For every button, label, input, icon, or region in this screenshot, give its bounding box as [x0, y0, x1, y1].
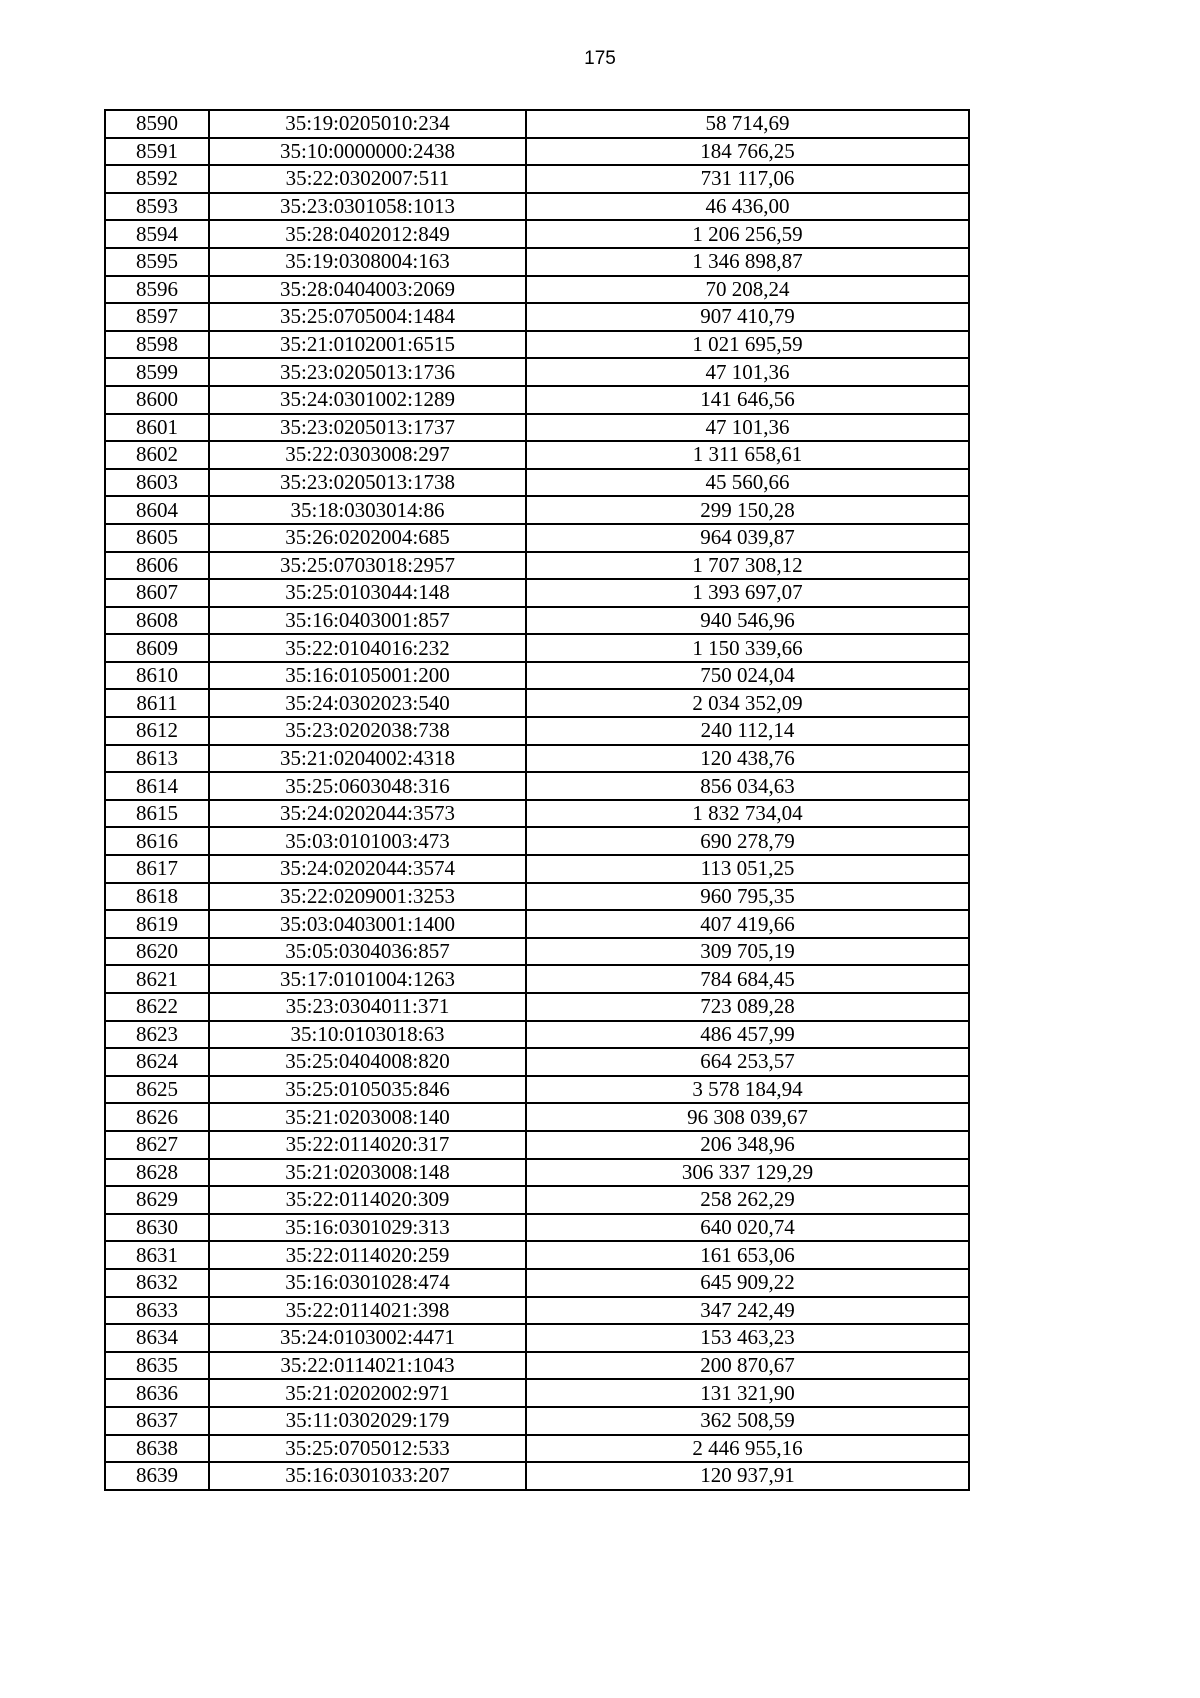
table-row — [105, 827, 969, 855]
row-number-cell: 8602 — [105, 441, 209, 469]
row-number-cell: 8613 — [105, 745, 209, 773]
cadastral-number-cell: 35:28:0404003:2069 — [209, 276, 526, 304]
cadastral-value-cell: 407 419,66 — [526, 910, 969, 938]
cadastral-value-cell: 46 436,00 — [526, 193, 969, 221]
page-number: 175 — [584, 48, 616, 69]
table-row — [105, 524, 969, 552]
table-row — [105, 496, 969, 524]
cadastral-number-cell: 35:25:0703018:2957 — [209, 552, 526, 580]
cadastral-number-cell: 35:21:0204002:4318 — [209, 745, 526, 773]
row-number-cell: 8638 — [105, 1435, 209, 1463]
row-number-cell: 8629 — [105, 1186, 209, 1214]
cadastral-number-cell: 35:22:0303008:297 — [209, 441, 526, 469]
cadastral-value-cell: 940 546,96 — [526, 607, 969, 635]
cadastral-value-cell: 486 457,99 — [526, 1021, 969, 1049]
cadastral-number-cell: 35:28:0402012:849 — [209, 220, 526, 248]
cadastral-number-cell: 35:23:0205013:1736 — [209, 358, 526, 386]
row-number-cell: 8634 — [105, 1324, 209, 1352]
table-row — [105, 1159, 969, 1187]
table-row — [105, 910, 969, 938]
cadastral-value-cell: 1 393 697,07 — [526, 579, 969, 607]
row-number-cell: 8609 — [105, 634, 209, 662]
table-row — [105, 579, 969, 607]
table-row — [105, 800, 969, 828]
table-row — [105, 331, 969, 359]
row-number-cell: 8622 — [105, 993, 209, 1021]
table-row — [105, 745, 969, 773]
cadastral-value-cell: 1 150 339,66 — [526, 634, 969, 662]
cadastral-number-cell: 35:18:0303014:86 — [209, 496, 526, 524]
cadastral-value-cell: 640 020,74 — [526, 1214, 969, 1242]
table-row — [105, 1131, 969, 1159]
cadastral-number-cell: 35:26:0202004:685 — [209, 524, 526, 552]
row-number-cell: 8625 — [105, 1076, 209, 1104]
row-number-cell: 8630 — [105, 1214, 209, 1242]
table-row — [105, 689, 969, 717]
row-number-cell: 8623 — [105, 1021, 209, 1049]
table-row — [105, 303, 969, 331]
cadastral-value-cell: 664 253,57 — [526, 1048, 969, 1076]
cadastral-number-cell: 35:25:0105035:846 — [209, 1076, 526, 1104]
cadastral-number-cell: 35:23:0205013:1737 — [209, 414, 526, 442]
table-row — [105, 938, 969, 966]
cadastral-value-cell: 47 101,36 — [526, 358, 969, 386]
row-number-cell: 8624 — [105, 1048, 209, 1076]
cadastral-value-cell: 1 206 256,59 — [526, 220, 969, 248]
cadastral-value-cell: 131 321,90 — [526, 1379, 969, 1407]
row-number-cell: 8635 — [105, 1352, 209, 1380]
cadastral-value-cell: 362 508,59 — [526, 1407, 969, 1435]
cadastral-number-cell: 35:22:0114020:317 — [209, 1131, 526, 1159]
table-row — [105, 358, 969, 386]
cadastral-value-cell: 184 766,25 — [526, 138, 969, 166]
table-row — [105, 1269, 969, 1297]
cadastral-value-cell: 206 348,96 — [526, 1131, 969, 1159]
cadastral-number-cell: 35:21:0203008:148 — [209, 1159, 526, 1187]
cadastral-value-cell: 750 024,04 — [526, 662, 969, 690]
row-number-cell: 8608 — [105, 607, 209, 635]
cadastral-value-cell: 45 560,66 — [526, 469, 969, 497]
cadastral-number-cell: 35:11:0302029:179 — [209, 1407, 526, 1435]
cadastral-value-cell: 309 705,19 — [526, 938, 969, 966]
table-row — [105, 855, 969, 883]
cadastral-value-cell: 258 262,29 — [526, 1186, 969, 1214]
row-number-cell: 8627 — [105, 1131, 209, 1159]
table-row — [105, 276, 969, 304]
table-row — [105, 441, 969, 469]
cadastral-number-cell: 35:23:0304011:371 — [209, 993, 526, 1021]
table-row — [105, 965, 969, 993]
row-number-cell: 8598 — [105, 331, 209, 359]
cadastral-value-cell: 200 870,67 — [526, 1352, 969, 1380]
cadastral-value-cell: 58 714,69 — [526, 110, 969, 138]
cadastral-number-cell: 35:22:0114020:259 — [209, 1241, 526, 1269]
table-row — [105, 1048, 969, 1076]
cadastral-number-cell: 35:16:0105001:200 — [209, 662, 526, 690]
row-number-cell: 8600 — [105, 386, 209, 414]
table-row — [105, 1076, 969, 1104]
row-number-cell: 8631 — [105, 1241, 209, 1269]
cadastral-number-cell: 35:25:0404008:820 — [209, 1048, 526, 1076]
table-row — [105, 220, 969, 248]
row-number-cell: 8616 — [105, 827, 209, 855]
table-row — [105, 1186, 969, 1214]
table-row — [105, 1214, 969, 1242]
cadastral-number-cell: 35:24:0301002:1289 — [209, 386, 526, 414]
cadastral-value-cell: 645 909,22 — [526, 1269, 969, 1297]
row-number-cell: 8592 — [105, 165, 209, 193]
cadastral-value-cell: 1 311 658,61 — [526, 441, 969, 469]
table-row — [105, 993, 969, 1021]
cadastral-number-cell: 35:22:0114021:398 — [209, 1297, 526, 1325]
cadastral-value-table — [104, 109, 970, 1491]
row-number-cell: 8620 — [105, 938, 209, 966]
cadastral-number-cell: 35:23:0301058:1013 — [209, 193, 526, 221]
row-number-cell: 8596 — [105, 276, 209, 304]
cadastral-value-cell: 1 021 695,59 — [526, 331, 969, 359]
cadastral-value-cell: 731 117,06 — [526, 165, 969, 193]
table-row — [105, 1379, 969, 1407]
row-number-cell: 8633 — [105, 1297, 209, 1325]
row-number-cell: 8603 — [105, 469, 209, 497]
cadastral-number-cell: 35:03:0101003:473 — [209, 827, 526, 855]
cadastral-value-cell: 1 707 308,12 — [526, 552, 969, 580]
table-row — [105, 193, 969, 221]
cadastral-number-cell: 35:03:0403001:1400 — [209, 910, 526, 938]
row-number-cell: 8591 — [105, 138, 209, 166]
cadastral-value-cell: 120 438,76 — [526, 745, 969, 773]
row-number-cell: 8606 — [105, 552, 209, 580]
row-number-cell: 8595 — [105, 248, 209, 276]
cadastral-number-cell: 35:19:0308004:163 — [209, 248, 526, 276]
cadastral-value-cell: 161 653,06 — [526, 1241, 969, 1269]
row-number-cell: 8590 — [105, 110, 209, 138]
row-number-cell: 8636 — [105, 1379, 209, 1407]
cadastral-number-cell: 35:10:0103018:63 — [209, 1021, 526, 1049]
cadastral-number-cell: 35:05:0304036:857 — [209, 938, 526, 966]
cadastral-number-cell: 35:16:0301033:207 — [209, 1462, 526, 1490]
row-number-cell: 8619 — [105, 910, 209, 938]
table-row — [105, 1297, 969, 1325]
cadastral-value-cell: 723 089,28 — [526, 993, 969, 1021]
row-number-cell: 8599 — [105, 358, 209, 386]
row-number-cell: 8617 — [105, 855, 209, 883]
table-row — [105, 386, 969, 414]
cadastral-value-cell: 96 308 039,67 — [526, 1103, 969, 1131]
table-row — [105, 469, 969, 497]
table-row — [105, 607, 969, 635]
cadastral-number-cell: 35:24:0302023:540 — [209, 689, 526, 717]
cadastral-number-cell: 35:23:0205013:1738 — [209, 469, 526, 497]
table-row — [105, 1021, 969, 1049]
cadastral-value-cell: 113 051,25 — [526, 855, 969, 883]
cadastral-value-cell: 240 112,14 — [526, 717, 969, 745]
row-number-cell: 8614 — [105, 772, 209, 800]
row-number-cell: 8597 — [105, 303, 209, 331]
table-row — [105, 1435, 969, 1463]
cadastral-number-cell: 35:24:0202044:3574 — [209, 855, 526, 883]
table-row — [105, 248, 969, 276]
cadastral-number-cell: 35:19:0205010:234 — [209, 110, 526, 138]
row-number-cell: 8604 — [105, 496, 209, 524]
table-body — [105, 110, 969, 1490]
cadastral-value-cell: 907 410,79 — [526, 303, 969, 331]
table-row — [105, 717, 969, 745]
cadastral-number-cell: 35:16:0301029:313 — [209, 1214, 526, 1242]
table-row — [105, 772, 969, 800]
cadastral-value-cell: 784 684,45 — [526, 965, 969, 993]
cadastral-number-cell: 35:17:0101004:1263 — [209, 965, 526, 993]
cadastral-value-cell: 47 101,36 — [526, 414, 969, 442]
table-row — [105, 634, 969, 662]
cadastral-number-cell: 35:22:0104016:232 — [209, 634, 526, 662]
table-row — [105, 1103, 969, 1131]
table-row — [105, 1352, 969, 1380]
cadastral-value-cell: 856 034,63 — [526, 772, 969, 800]
table-row — [105, 165, 969, 193]
cadastral-value-cell: 964 039,87 — [526, 524, 969, 552]
cadastral-value-cell: 3 578 184,94 — [526, 1076, 969, 1104]
row-number-cell: 8612 — [105, 717, 209, 745]
cadastral-number-cell: 35:21:0202002:971 — [209, 1379, 526, 1407]
cadastral-value-cell: 70 208,24 — [526, 276, 969, 304]
table-row — [105, 662, 969, 690]
cadastral-number-cell: 35:25:0103044:148 — [209, 579, 526, 607]
row-number-cell: 8593 — [105, 193, 209, 221]
row-number-cell: 8594 — [105, 220, 209, 248]
cadastral-number-cell: 35:21:0102001:6515 — [209, 331, 526, 359]
table-row — [105, 138, 969, 166]
cadastral-number-cell: 35:25:0603048:316 — [209, 772, 526, 800]
row-number-cell: 8611 — [105, 689, 209, 717]
cadastral-number-cell: 35:25:0705012:533 — [209, 1435, 526, 1463]
row-number-cell: 8637 — [105, 1407, 209, 1435]
row-number-cell: 8621 — [105, 965, 209, 993]
cadastral-number-cell: 35:22:0114021:1043 — [209, 1352, 526, 1380]
row-number-cell: 8639 — [105, 1462, 209, 1490]
table-row — [105, 1241, 969, 1269]
row-number-cell: 8626 — [105, 1103, 209, 1131]
cadastral-number-cell: 35:22:0209001:3253 — [209, 883, 526, 911]
row-number-cell: 8601 — [105, 414, 209, 442]
table-row — [105, 414, 969, 442]
row-number-cell: 8618 — [105, 883, 209, 911]
cadastral-number-cell: 35:16:0403001:857 — [209, 607, 526, 635]
table-row — [105, 1462, 969, 1490]
cadastral-value-cell: 1 346 898,87 — [526, 248, 969, 276]
cadastral-number-cell: 35:10:0000000:2438 — [209, 138, 526, 166]
cadastral-number-cell: 35:16:0301028:474 — [209, 1269, 526, 1297]
row-number-cell: 8607 — [105, 579, 209, 607]
row-number-cell: 8605 — [105, 524, 209, 552]
cadastral-value-cell: 141 646,56 — [526, 386, 969, 414]
cadastral-number-cell: 35:23:0202038:738 — [209, 717, 526, 745]
cadastral-number-cell: 35:22:0114020:309 — [209, 1186, 526, 1214]
cadastral-number-cell: 35:22:0302007:511 — [209, 165, 526, 193]
cadastral-value-cell: 960 795,35 — [526, 883, 969, 911]
row-number-cell: 8628 — [105, 1159, 209, 1187]
row-number-cell: 8610 — [105, 662, 209, 690]
row-number-cell: 8615 — [105, 800, 209, 828]
table-row — [105, 552, 969, 580]
row-number-cell: 8632 — [105, 1269, 209, 1297]
cadastral-value-cell: 153 463,23 — [526, 1324, 969, 1352]
cadastral-number-cell: 35:25:0705004:1484 — [209, 303, 526, 331]
table-row — [105, 883, 969, 911]
cadastral-value-cell: 2 034 352,09 — [526, 689, 969, 717]
cadastral-value-cell: 120 937,91 — [526, 1462, 969, 1490]
table-row — [105, 110, 969, 138]
cadastral-number-cell: 35:24:0103002:4471 — [209, 1324, 526, 1352]
cadastral-value-cell: 306 337 129,29 — [526, 1159, 969, 1187]
cadastral-value-cell: 2 446 955,16 — [526, 1435, 969, 1463]
cadastral-value-cell: 1 832 734,04 — [526, 800, 969, 828]
table-row — [105, 1407, 969, 1435]
cadastral-number-cell: 35:21:0203008:140 — [209, 1103, 526, 1131]
cadastral-number-cell: 35:24:0202044:3573 — [209, 800, 526, 828]
table-row — [105, 1324, 969, 1352]
cadastral-value-cell: 347 242,49 — [526, 1297, 969, 1325]
cadastral-value-cell: 690 278,79 — [526, 827, 969, 855]
cadastral-value-cell: 299 150,28 — [526, 496, 969, 524]
